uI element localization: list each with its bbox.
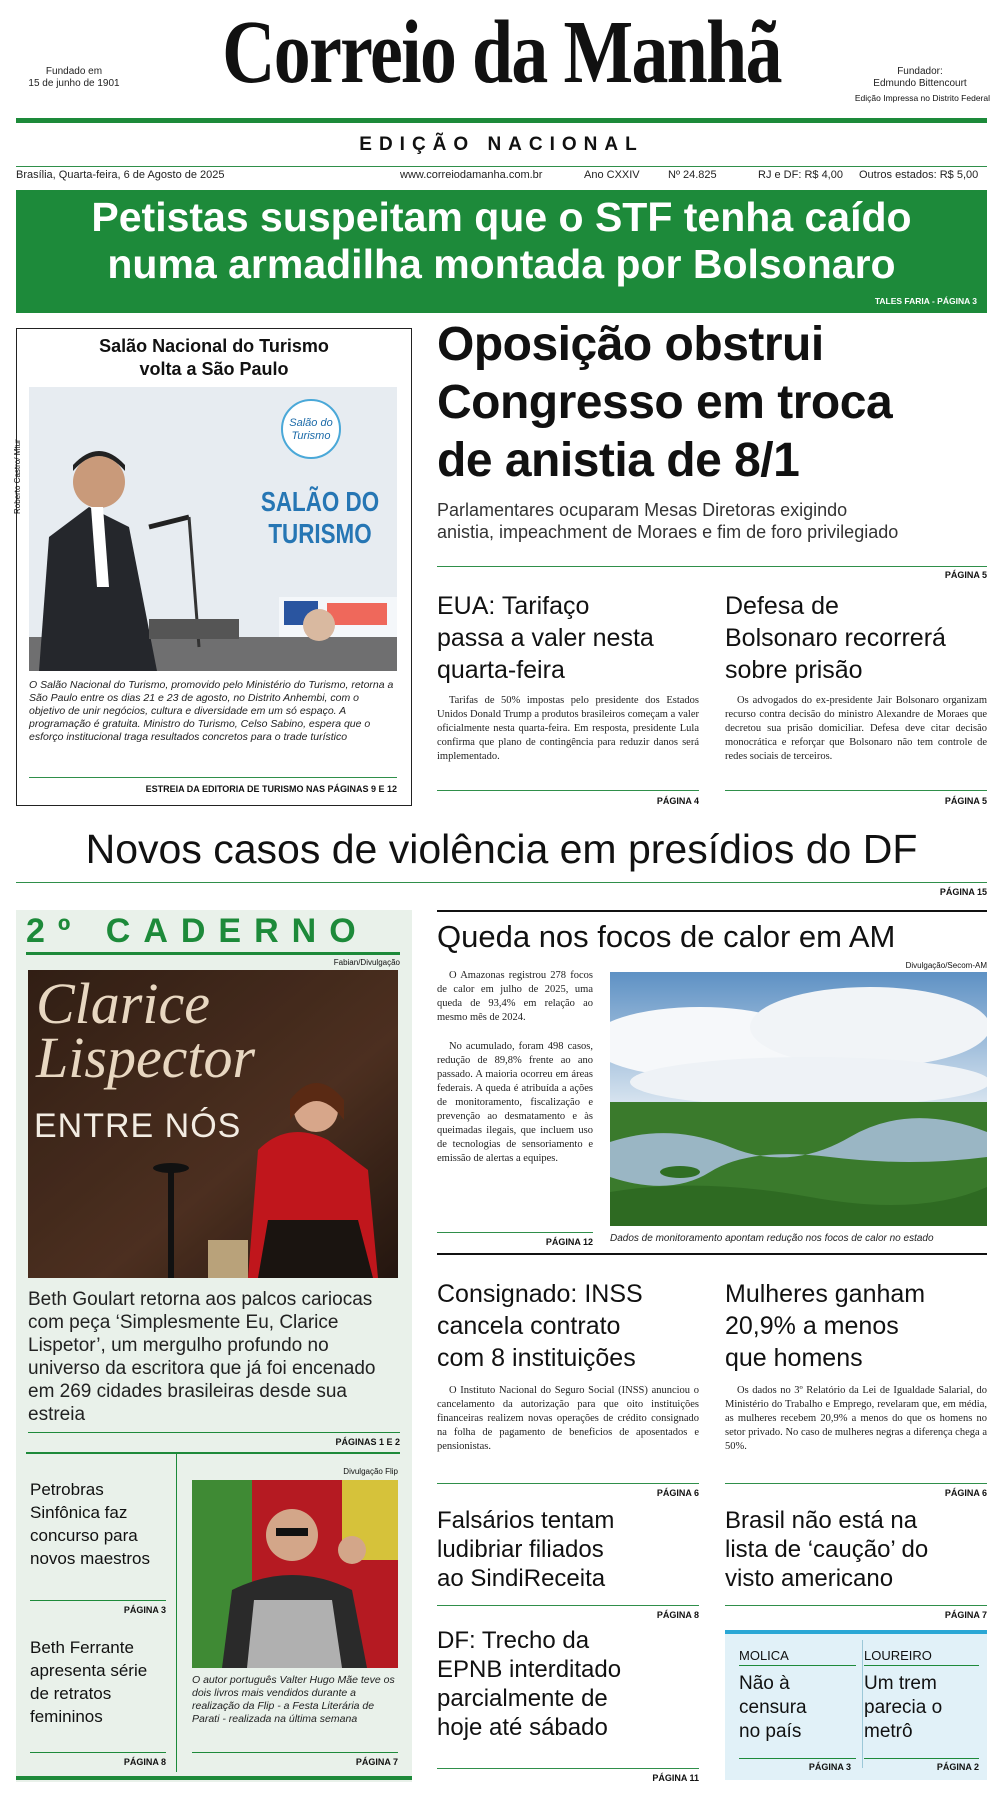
poster-line-1: Clarice	[36, 971, 210, 1036]
queimadas-headline[interactable]: Queda nos focos de calor em AM	[437, 919, 896, 954]
mulheres-page: PÁGINA 6	[944, 1488, 987, 1498]
epnb-line-1: DF: Trecho da	[437, 1627, 590, 1654]
divider	[437, 1605, 699, 1606]
petrobras-page: PÁGINA 3	[123, 1605, 166, 1615]
falsarios-line-2: ludibriar filiados	[437, 1536, 604, 1563]
columns-box-bar	[725, 1630, 987, 1634]
lead-line-3: de anistia de 8/1	[437, 434, 800, 487]
amazon-photo	[610, 972, 987, 1226]
divider	[437, 790, 699, 791]
clarice-poster[interactable]	[28, 970, 398, 1278]
loureiro-line-1: Um trem	[864, 1673, 937, 1694]
price-rj-df: RJ e DF: R$ 4,00	[758, 169, 843, 181]
eua-line-2: passa a valer nesta	[437, 624, 654, 652]
mulheres-line-3: que homens	[725, 1344, 863, 1372]
tourism-title-1: Salão Nacional do Turismo	[99, 336, 329, 356]
eua-line-1: EUA: Tarifaço	[437, 592, 590, 620]
violence-headline[interactable]: Novos casos de violência em presídios do DF	[85, 826, 918, 872]
defesa-line-2: Bolsonaro recorrerá	[725, 624, 946, 652]
mulheres-body: Os dados no 3º Relatório da Lei de Igualdade Salarial, do Ministério do Trabalho e Emprego, revelaram que, em média, as mulheres recebem 20,9% a menos do que os homens no setor privado. No caso de mulheres negras a diferença chega a 50%.	[725, 1385, 987, 1452]
founded-date: 15 de junho de 1901	[28, 78, 120, 89]
divider	[437, 566, 987, 567]
divider	[30, 1752, 166, 1753]
banner-line-1: Petistas suspeitam que o STF tenha caído	[91, 194, 912, 240]
divider	[725, 790, 987, 791]
divider	[437, 1253, 987, 1255]
epnb-line-2: EPNB interditado	[437, 1656, 622, 1683]
flip-photo-credit: Divulgação Flip	[343, 1467, 398, 1476]
founder-label: Fundador:	[897, 66, 943, 77]
loureiro-line-2: parecia o	[864, 1697, 943, 1718]
divider	[862, 1640, 863, 1768]
defesa-line-3: sobre prisão	[725, 656, 863, 684]
founder-name: Edmundo Bittencourt	[873, 78, 967, 89]
defesa-headline[interactable]	[725, 590, 995, 686]
divider	[864, 1665, 979, 1666]
divider	[30, 1600, 166, 1601]
brasil-page: PÁGINA 7	[944, 1610, 987, 1620]
caderno-rule	[26, 952, 400, 955]
falsarios-page: PÁGINA 8	[656, 1610, 699, 1620]
divider	[437, 1768, 699, 1769]
queimadas-body-1: O Amazonas registrou 278 focos de calor em julho de 2025, uma queda de 93,4% em relação ao mesmo mês de 2024.	[437, 970, 593, 1023]
founded-label: Fundado em	[45, 66, 103, 77]
issue-date: Brasília, Quarta-feira, 6 de Agosto de 2025	[16, 169, 225, 181]
molica-line-3: no país	[739, 1721, 802, 1742]
divider	[192, 1752, 398, 1753]
ferrante-headline[interactable]: Beth Ferrante apresenta série de retratos femininos	[30, 1638, 148, 1726]
brasil-headline[interactable]	[725, 1506, 995, 1593]
divider	[437, 1232, 593, 1233]
epnb-page: PÁGINA 11	[652, 1773, 699, 1783]
divider	[16, 882, 987, 883]
divider	[725, 1605, 987, 1606]
inss-line-3: com 8 instituições	[437, 1344, 636, 1372]
eua-body: Tarifas de 50% impostas pelo presidente dos Estados Unidos Donald Trump a produtos brasileiros começam a valer oficialmente nesta quarta-feira. Em resposta, presidente Lula confirma que plano de contingência para reduzir danos será implementado.	[437, 695, 699, 762]
molica-page: PÁGINA 3	[808, 1762, 851, 1772]
loureiro-line-3: metrô	[864, 1721, 913, 1742]
divider	[26, 1452, 400, 1454]
divider	[437, 1483, 699, 1484]
brasil-line-2: lista de ‘caução’ do	[725, 1536, 929, 1563]
loureiro-page: PÁGINA 2	[936, 1762, 979, 1772]
caderno-photo-credit: Fabian/Divulgação	[333, 958, 400, 967]
loureiro-title[interactable]	[864, 1672, 982, 1744]
poster-line-3: ENTRE NÓS	[34, 1107, 242, 1145]
tourism-footer: ESTREIA DA EDITORIA DE TURISMO NAS PÁGINAS 9 E 12	[145, 784, 397, 794]
defesa-page: PÁGINA 5	[944, 796, 987, 806]
lead-page: PÁGINA 5	[944, 570, 987, 580]
website-link[interactable]: www.correiodamanha.com.br	[400, 169, 543, 181]
caderno-text[interactable]: Beth Goulart retorna aos palcos cariocas com peça ‘Simplesmente Eu, Clarice Lispetor’, um mergulho profundo no universo da escritora que já foi encenado em 269 cidades brasileiras desde sua estreia	[28, 1289, 376, 1425]
divider	[437, 910, 987, 912]
inss-headline[interactable]	[437, 1278, 707, 1374]
lead-line-2: Congresso em troca	[437, 376, 893, 429]
falsarios-line-1: Falsários tentam	[437, 1507, 615, 1534]
tourism-photo-credit: Roberto Castro/ Mtur	[13, 439, 22, 514]
falsarios-line-3: ao SindiReceita	[437, 1565, 606, 1592]
brasil-line-3: visto americano	[725, 1565, 894, 1592]
epnb-headline[interactable]	[437, 1626, 707, 1742]
divider	[28, 1432, 400, 1433]
divider	[725, 1483, 987, 1484]
tourism-box[interactable]	[13, 328, 412, 806]
molica-line-2: censura	[739, 1697, 807, 1718]
divider	[739, 1758, 856, 1759]
eua-page: PÁGINA 4	[656, 796, 699, 806]
issue-year: Ano CXXIV	[584, 169, 640, 181]
lead-line-1: Oposição obstrui	[437, 318, 824, 371]
brasil-line-1: Brasil não está na	[725, 1507, 918, 1534]
masthead-rule	[16, 118, 987, 123]
mulheres-line-1: Mulheres ganham	[725, 1280, 926, 1308]
queimadas-page: PÁGINA 12	[545, 1237, 593, 1247]
tourism-photo	[29, 387, 397, 671]
inss-line-1: Consignado: INSS	[437, 1280, 643, 1308]
flip-page: PÁGINA 7	[355, 1757, 398, 1767]
dateline-bar	[16, 169, 987, 183]
lead-deck	[437, 499, 997, 543]
eua-line-3: quarta-feira	[437, 656, 565, 684]
tourism-sign-1: SALÃO DO	[260, 486, 380, 517]
tourism-logo: Salão do Turismo	[281, 399, 341, 459]
mulheres-headline[interactable]	[725, 1278, 995, 1374]
ferrante-page: PÁGINA 8	[123, 1757, 166, 1767]
masthead-title[interactable]: Correio da Manhã	[222, 3, 781, 102]
defesa-line-1: Defesa de	[725, 592, 839, 620]
molica-line-1: Não à	[739, 1673, 790, 1694]
queimadas-body-2: No acumulado, foram 498 casos, redução de 89,8% frente ao ano passado. A maioria ocorreu em áreas federais. A queda é atribuída a ações de monitoramento, fiscalização e prevenção ao desmatamento e às queimadas ilegais, que incluem uso de tecnologias de sensoriamento e emissão de alertas a equipes.	[437, 1041, 593, 1164]
divider	[29, 777, 397, 778]
banner-headline[interactable]	[16, 190, 987, 313]
inss-page: PÁGINA 6	[656, 1488, 699, 1498]
tourism-title-2: volta a São Paulo	[139, 359, 289, 379]
tourism-caption: O Salão Nacional do Turismo, promovido pelo Ministério do Turismo, retorna a São Paulo entre os dias 21 e 23 de agosto, no Distrito Anhembi, com o objetivo de unir negócios, cultura e diversidade em um só espaço. A programação é gratuita. Ministro do Turismo, Celso Sabino, espera que o esforço institucional traga resultados concretos para o trade turístico	[29, 679, 394, 743]
mulheres-line-2: 20,9% a menos	[725, 1312, 899, 1340]
price-other-states: Outros estados: R$ 5,00	[859, 169, 979, 181]
queimadas-photo-credit: Divulgação/Secom-AM	[905, 961, 987, 970]
molica-title[interactable]	[739, 1672, 856, 1744]
epnb-line-3: parcialmente de	[437, 1685, 608, 1712]
violence-page: PÁGINA 15	[939, 887, 987, 897]
molica-name[interactable]: MOLICA	[739, 1648, 789, 1663]
flip-caption: O autor português Valter Hugo Mãe teve os dois livros mais vendidos durante a realização da Flip - a Festa Literária de Parati - realizada na última semana	[192, 1674, 395, 1725]
falsarios-headline[interactable]	[437, 1506, 707, 1593]
eua-headline[interactable]	[437, 590, 707, 686]
banner-line-2: numa armadilha montada por Bolsonaro	[107, 241, 896, 287]
lead-deck-1: Parlamentares ocuparam Mesas Diretoras exigindo	[437, 500, 848, 520]
caderno-title[interactable]: 2º CADERNO	[26, 912, 369, 950]
lead-deck-2: anistia, impeachment de Moraes e fim de foro privilegiado	[437, 522, 899, 542]
caderno-page: PÁGINAS 1 E 2	[335, 1437, 400, 1447]
epnb-line-4: hoje até sábado	[437, 1714, 608, 1741]
flip-photo	[192, 1480, 398, 1668]
banner-credit: TALES FARIA - PÁGINA 3	[874, 296, 977, 306]
caderno-bottom-rule	[16, 1776, 412, 1780]
divider	[176, 1454, 177, 1772]
defesa-body: Os advogados do ex-presidente Jair Bolsonaro organizam recurso contra decisão do ministro Alexandre de Moraes que decretou sua prisão domiciliar. Defesa deve citar decisão monocrática e reforçar que Bolsonaro não tem controle de redes sociais de terceiros.	[725, 695, 987, 762]
divider	[16, 166, 987, 167]
lead-headline[interactable]	[437, 316, 997, 490]
issue-number: Nº 24.825	[668, 169, 717, 181]
inss-line-2: cancela contrato	[437, 1312, 621, 1340]
edition-label: EDIÇÃO NACIONAL	[359, 134, 644, 155]
divider	[739, 1665, 856, 1666]
tourism-sign-2: TURISMO	[268, 518, 372, 549]
amazon-caption: Dados de monitoramento apontam redução nos focos de calor no estado	[610, 1233, 934, 1244]
petrobras-headline[interactable]: Petrobras Sinfônica faz concurso para novos maestros	[30, 1480, 150, 1568]
poster-line-2: Lispector	[36, 1025, 256, 1090]
loureiro-name[interactable]: LOUREIRO	[864, 1648, 932, 1663]
print-edition-note: Edição Impressa no Distrito Federal	[854, 93, 990, 103]
divider	[864, 1758, 979, 1759]
inss-body: O Instituto Nacional do Seguro Social (INSS) anunciou o cancelamento da autorização para que oito instituições financeiras realizem novas operações de crédito consignado na folha de pagamento de beneficios de aposentados e pensionistas.	[437, 1385, 699, 1452]
